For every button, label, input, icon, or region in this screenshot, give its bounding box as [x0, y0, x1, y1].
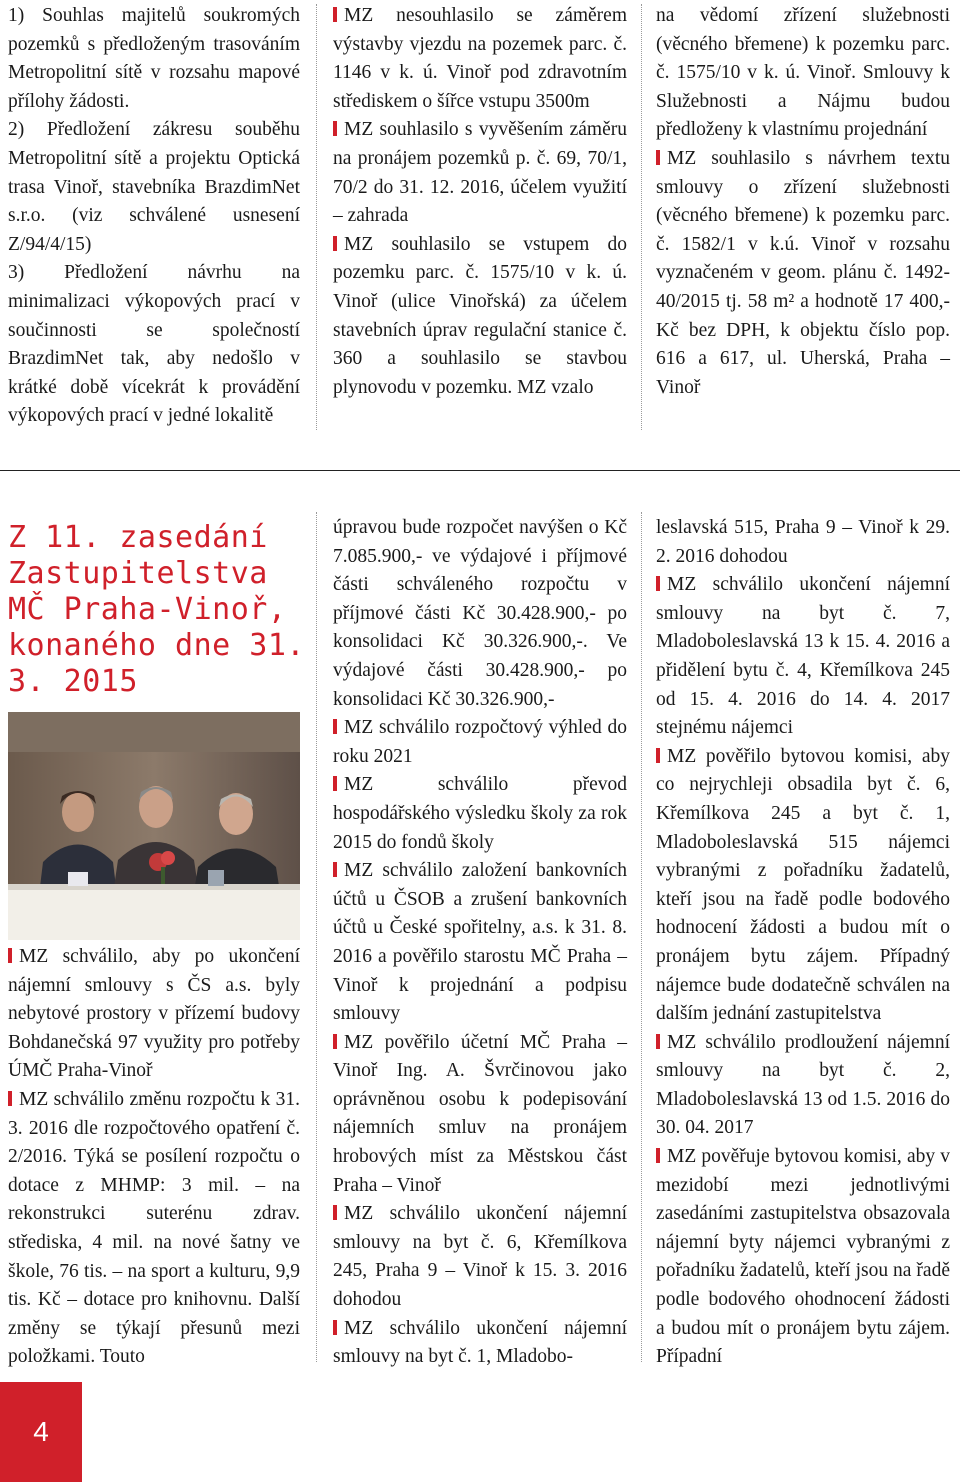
list-item-text: MZ schválilo prodloužení nájemní smlouvy na byt č. 2, Mladoboleslavská 13 od 1.5. 2016 do 30. 04. 2017 [656, 1031, 950, 1139]
list-item [656, 1029, 950, 1143]
list-item-text: MZ pověřuje bytovou komisi, aby v mezidobí mezi jednotlivými zasedáními zastupitelstva obsazovala nájemní byty nájemci vybranými z pořadníku žadatelů, kteří jsou na řadě podle bodového ohodnocení žádosti a budou mít o pronájem bytu zájem. Případní [656, 1146, 950, 1368]
column-divider [641, 512, 642, 1362]
list-item [8, 943, 300, 1086]
bullet-marker [333, 121, 337, 136]
bullet-marker [333, 719, 337, 734]
bullet-marker [656, 748, 660, 763]
list-item [333, 1029, 627, 1201]
list-item [333, 2, 627, 116]
list-item-text: MZ schválilo převod hospodářského výsledku školy za rok 2015 do fondů školy [333, 774, 627, 853]
bullet-marker [8, 948, 12, 963]
list-item-text: MZ souhlasilo se vstupem do pozemku parc. č. 1575/10 v k. ú. Vinoř (ulice Vinořská) za účelem stavebních úprav regulační stanice č. 360 a souhlasilo se stavbou plynovodu v pozemku. MZ vzalo [333, 233, 627, 398]
list-item [656, 743, 950, 1029]
list-item [333, 714, 627, 771]
bullet-marker [656, 576, 660, 591]
page-number: 4 [0, 1382, 82, 1482]
bullet-marker [333, 236, 337, 251]
bullet-marker [333, 1205, 337, 1220]
list-item-text: MZ schválilo ukončení nájemní smlouvy na byt č. 7, Mladoboleslavská 13 k 15. 4. 2016 a přidělení bytu č. 4, Křemílkova 245 od 15. 4. 2016 do 14. 4. 2017 stejnému nájemci [656, 574, 950, 739]
list-item-text: MZ schválilo, aby po ukončení nájemní smlouvy s ČS a.s. byly nebytové prostory v přízemí budovy Bohdanečská 97 využity pro potřeby ÚMČ Praha-Vinoř [8, 946, 300, 1082]
meeting-photo [8, 712, 300, 940]
list-item [656, 571, 950, 743]
top-column-2 [333, 2, 627, 402]
bullet-marker [656, 1034, 660, 1049]
list-item [656, 145, 950, 402]
bullet-marker [333, 7, 337, 22]
list-item [333, 857, 627, 1029]
list-item [333, 116, 627, 230]
bullet-marker [656, 150, 660, 165]
list-item-text: MZ schválilo založení bankovních účtů u ČSOB a zrušení bankovních účtů u České spořitelny, a.s. k 31. 8. 2016 a pověřilo starostu MČ Praha – Vinoř k projednání a podpisu smlouvy [333, 860, 627, 1025]
bottom-column-2 [333, 514, 627, 1372]
bullet-marker [656, 1148, 660, 1163]
list-item [8, 1086, 300, 1372]
list-item-text: MZ nesouhlasilo se záměrem výstavby vjezdu na pozemek parc. č. 1146 v k. ú. Vinoř pod zdravotním střediskem o šířce vstupu 3500m [333, 5, 627, 112]
list-item-text: MZ pověřilo bytovou komisi, aby co nejrychleji obsadila byt č. 6, Křemílkova 245 a byt č. 1, Mladoboleslavská 515 nájemci vybranými z pořadníku žadatelů, kteří jsou na řadě podle bodového hodnocení žádosti a budou mít o pronájem bytu zájem. Případný nájemce bude dodatečně schválen na dalším jednání zastupitelstva [656, 745, 950, 1025]
column-divider [316, 4, 317, 430]
meeting-photo-image [8, 712, 300, 940]
bullet-marker [333, 1034, 337, 1049]
list-item-text: MZ schválilo změnu rozpočtu k 31. 3. 2016 dle rozpočtového opatření č. 2/2016. Týká se posílení rozpočtu o dotace z MHMP: 3 mil. – na rekonstrukci suterénu zdrav. střediska, 4 mil. na nové šatny ve škole, 76 tis. – na sport a kulturu, 9,9 tis. Kč – dotace pro knihovnu. Další změny se týkají přesunů mezi položkami. Touto [8, 1088, 300, 1368]
list-item [333, 1315, 627, 1372]
list-item [656, 1143, 950, 1372]
bullet-marker [333, 862, 337, 877]
list-item-text: MZ souhlasilo s vyvěšením záměru na pronájem pozemků p. č. 69, 70/1, 70/2 do 31. 12. 2016, účelem využití – zahrada [333, 119, 627, 227]
paragraph: leslavská 515, Praha 9 – Vinoř k 29. 2. 2016 dohodou [656, 517, 950, 567]
bullet-marker [8, 1091, 12, 1106]
bottom-column-1 [8, 943, 300, 1372]
paragraph: na vědomí zřízení služebnosti (věcného břemene) k pozemku parc. č. 1575/10 v k. ú. Vinoř. Smlouvy k Služebnosti a Nájmu budou předloženy k vlastnímu projednání [656, 5, 950, 141]
column-divider [641, 4, 642, 430]
paragraph: úpravou bude rozpočet navýšen o Kč 7.085.900,- ve výdajové i příjmové části schváleného rozpočtu v příjmové části Kč 30.428.900,- po konsolidaci Kč 30.326.900,-. Ve výdajové části 30.428.900,- po konsolidaci Kč 30.326.900,- [333, 517, 627, 710]
section-divider [0, 470, 960, 471]
list-item [333, 771, 627, 857]
top-column-3 [656, 2, 950, 402]
paragraph: 3) Předložení návrhu na minimalizaci výkopových prací v součinnosti se společností BrazdimNet tak, aby nedošlo v krátké době vícekrát k provádění výkopových prací v jedné lokalitě [8, 262, 300, 427]
paragraph: 1) Souhlas majitelů soukromých pozemků s předloženým trasováním Metropolitní sítě v rozsahu mapové přílohy žádosti. [8, 5, 300, 112]
top-column-1 [8, 2, 300, 431]
list-item [333, 231, 627, 403]
list-item-text: MZ souhlasilo s návrhem textu smlouvy o zřízení služebnosti (věcného břemene) k pozemku parc. č. 1582/1 v k.ú. Vinoř v rozsahu vyznačeném v geom. plánu č. 1492-40/2015 tj. 58 m² a hodnotě 17 400,- Kč bez DPH, k objektu číslo pop. 616 a 617, ul. Uherská, Praha – Vinoř [656, 147, 950, 398]
bullet-marker [333, 776, 337, 791]
bottom-column-3 [656, 514, 950, 1372]
list-item-text: MZ schválilo ukončení nájemní smlouvy na byt č. 1, Mladobo- [333, 1317, 627, 1368]
section-title: Z 11. zasedání Zastupitelstva MČ Praha-Vinoř, konaného dne 31. 3. 2015 [8, 520, 305, 699]
list-item [333, 1200, 627, 1314]
column-divider [316, 512, 317, 1362]
bullet-marker [333, 1320, 337, 1335]
list-item-text: MZ schválilo ukončení nájemní smlouvy na byt č. 6, Křemílkova 245, Praha 9 – Vinoř k 15. 3. 2016 dohodou [333, 1203, 627, 1311]
list-item-text: MZ pověřilo účetní MČ Praha – Vinoř Ing. A. Švrčinovou jako oprávněnou osobu k podepisování nájemních smluv na pronájem hrobových míst za Městskou část Praha – Vinoř [333, 1031, 627, 1196]
paragraph: 2) Předložení zákresu souběhu Metropolitní sítě a projektu Optická trasa Vinoř, stavebníka BrazdimNet s.r.o. (viz schválené usnesení Z/94/4/15) [8, 119, 300, 255]
list-item-text: MZ schválilo rozpočtový výhled do roku 2021 [333, 717, 627, 767]
